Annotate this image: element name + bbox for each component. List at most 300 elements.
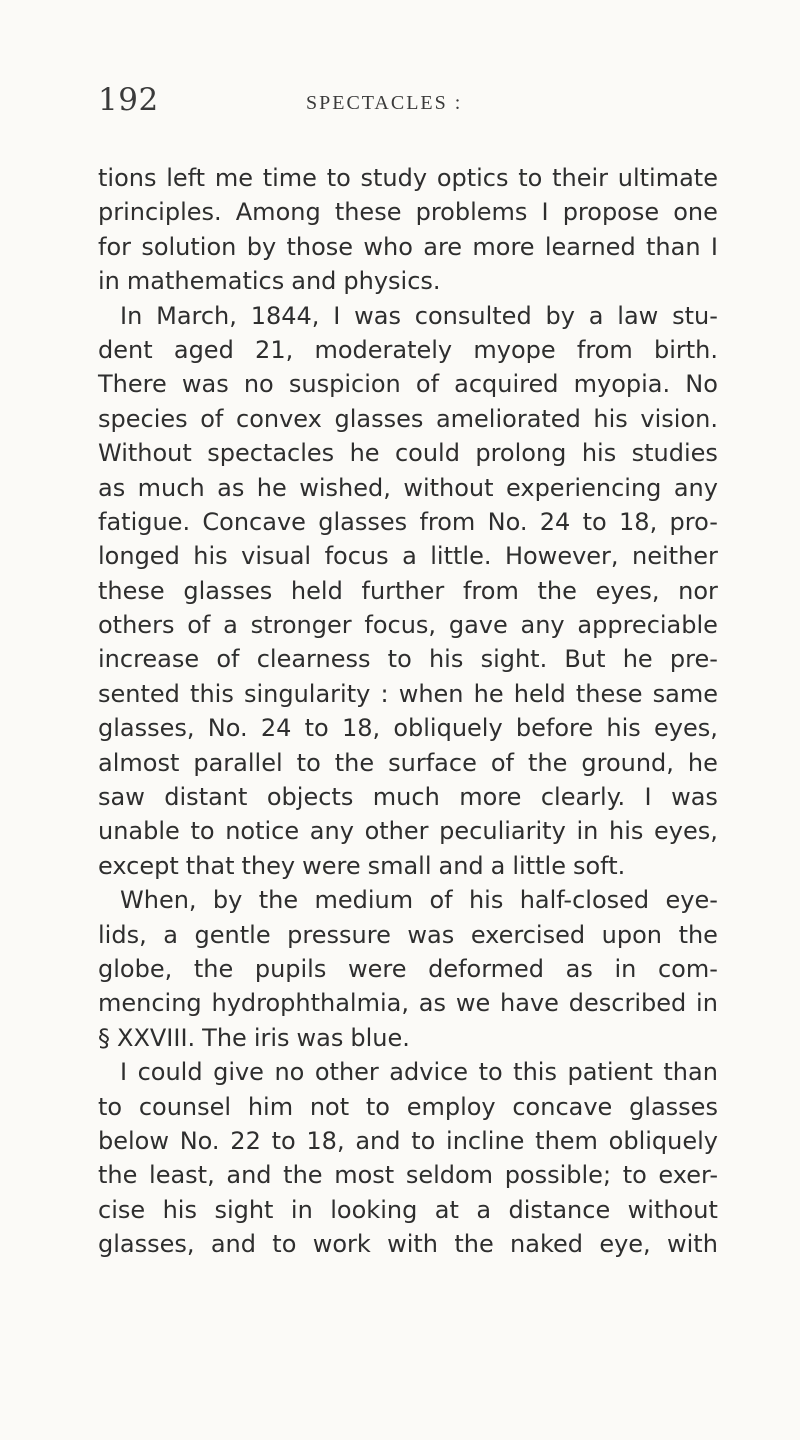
word: that bbox=[185, 851, 235, 880]
word: the bbox=[283, 1161, 323, 1190]
word: than bbox=[646, 232, 701, 261]
word: his bbox=[581, 439, 617, 468]
word: from bbox=[462, 576, 519, 605]
word: almost bbox=[98, 748, 180, 777]
word: at bbox=[434, 1195, 459, 1224]
text-line bbox=[98, 1227, 718, 1261]
word: from bbox=[576, 335, 633, 364]
word: to bbox=[326, 164, 351, 192]
text-line bbox=[98, 1090, 718, 1124]
word: glasses bbox=[629, 1092, 718, 1121]
word: Concave bbox=[202, 507, 306, 536]
word: § bbox=[98, 1023, 110, 1052]
word: blue. bbox=[350, 1023, 410, 1052]
word: same bbox=[652, 679, 718, 708]
word: the bbox=[334, 748, 375, 777]
word: soft. bbox=[572, 851, 626, 880]
word: wished, bbox=[299, 473, 391, 502]
word: no bbox=[243, 370, 274, 399]
word: exer- bbox=[658, 1161, 718, 1190]
word: in bbox=[696, 989, 718, 1018]
word: aged bbox=[173, 335, 234, 364]
word: suspicion bbox=[288, 370, 401, 399]
word: No. bbox=[179, 1126, 220, 1155]
word: There bbox=[98, 370, 167, 399]
word: glasses, bbox=[98, 1230, 195, 1259]
word: to bbox=[190, 817, 215, 846]
word: without bbox=[627, 1195, 718, 1224]
word: in bbox=[576, 817, 599, 846]
word: ultimate bbox=[617, 164, 718, 192]
word: stronger bbox=[250, 611, 352, 640]
word: was bbox=[296, 1023, 344, 1052]
text-line bbox=[98, 1158, 718, 1192]
word: possible; bbox=[504, 1161, 612, 1190]
word: acquired bbox=[454, 370, 559, 399]
word: for bbox=[98, 232, 131, 261]
text-line bbox=[98, 574, 718, 608]
word: obliquely bbox=[608, 1126, 718, 1155]
word: and bbox=[226, 1161, 272, 1190]
word: No bbox=[685, 370, 718, 399]
word: 18, bbox=[619, 507, 658, 536]
word: these bbox=[575, 679, 643, 708]
text-line bbox=[98, 677, 718, 711]
text-line bbox=[98, 608, 718, 642]
word: gave bbox=[448, 611, 508, 640]
word: without bbox=[403, 473, 494, 502]
word: most bbox=[334, 1161, 395, 1190]
word: medium bbox=[314, 886, 414, 915]
word: not bbox=[309, 1092, 350, 1121]
word: were bbox=[302, 851, 361, 880]
text-line bbox=[98, 367, 718, 401]
word: eye, bbox=[599, 1230, 651, 1259]
word: much bbox=[372, 783, 440, 812]
text-line bbox=[98, 539, 718, 573]
word: seldom bbox=[405, 1161, 494, 1190]
word: to bbox=[365, 1092, 390, 1121]
word: work bbox=[312, 1230, 371, 1259]
text-line bbox=[98, 952, 718, 986]
text-line bbox=[98, 1193, 718, 1227]
text-line bbox=[98, 780, 718, 814]
text-line bbox=[98, 1055, 718, 1089]
word: described bbox=[568, 989, 687, 1018]
word: their bbox=[552, 164, 608, 192]
word: pressure bbox=[287, 920, 391, 949]
word: to bbox=[478, 1058, 503, 1087]
word: upon bbox=[601, 920, 662, 949]
word: pro- bbox=[669, 507, 718, 536]
word: the bbox=[454, 1230, 494, 1259]
word: by bbox=[545, 301, 575, 330]
word: other bbox=[314, 1058, 379, 1087]
word: birth. bbox=[653, 335, 718, 364]
word: in bbox=[290, 1195, 313, 1224]
word: could bbox=[394, 439, 460, 468]
word: No. bbox=[207, 714, 248, 743]
word: his bbox=[593, 404, 628, 433]
text-line bbox=[98, 195, 718, 229]
word: those bbox=[286, 232, 354, 261]
word: the bbox=[98, 1161, 138, 1190]
word: looking bbox=[330, 1195, 418, 1224]
word: this bbox=[513, 1058, 557, 1087]
text-line bbox=[98, 1021, 718, 1055]
word: When, bbox=[120, 886, 197, 915]
text-line bbox=[98, 471, 718, 505]
word: vision. bbox=[640, 404, 718, 433]
word: before bbox=[515, 714, 594, 743]
word: spectacles bbox=[207, 439, 335, 468]
word: any bbox=[673, 473, 718, 502]
text-line bbox=[98, 333, 718, 367]
word: below bbox=[98, 1126, 169, 1155]
word: and bbox=[355, 1126, 401, 1155]
word: of bbox=[187, 611, 211, 640]
word: experiencing bbox=[506, 473, 662, 502]
word: surface bbox=[388, 748, 477, 777]
word: increase bbox=[98, 645, 200, 674]
word: exercised bbox=[470, 920, 586, 949]
word: as bbox=[418, 989, 447, 1018]
page-number: 192 bbox=[98, 82, 159, 118]
word: glasses, bbox=[98, 714, 195, 743]
word: 24 bbox=[260, 714, 292, 743]
word: and bbox=[438, 851, 484, 880]
text-line bbox=[98, 1124, 718, 1158]
word: naked bbox=[510, 1230, 583, 1259]
word: notice bbox=[225, 817, 300, 846]
word: his bbox=[162, 1195, 197, 1224]
word: of bbox=[490, 748, 514, 777]
word: glasses bbox=[183, 576, 273, 605]
word: eyes, bbox=[654, 714, 718, 743]
word: Among bbox=[235, 198, 321, 227]
word: globe, bbox=[98, 954, 173, 983]
running-head: SPECTACLES : bbox=[306, 92, 463, 114]
word: other bbox=[364, 817, 429, 846]
word: No. bbox=[487, 507, 528, 536]
word: little. bbox=[430, 542, 492, 571]
text-line bbox=[98, 161, 718, 195]
word: eyes, bbox=[654, 817, 718, 846]
word: to bbox=[271, 1126, 296, 1155]
word: saw bbox=[98, 783, 145, 812]
word: sight bbox=[214, 1195, 274, 1224]
word: nor bbox=[678, 576, 718, 605]
word: focus bbox=[324, 542, 389, 571]
text-line bbox=[98, 918, 718, 952]
word: a bbox=[223, 611, 238, 640]
word: have bbox=[500, 989, 559, 1018]
word: deformed bbox=[428, 954, 545, 983]
word: myopia. bbox=[573, 370, 671, 399]
word: ameliorated bbox=[435, 404, 581, 433]
word: mencing bbox=[98, 989, 202, 1018]
word: he bbox=[687, 748, 718, 777]
word: a bbox=[402, 542, 417, 571]
word: these bbox=[334, 198, 402, 227]
word: physics. bbox=[343, 267, 441, 296]
word: myope bbox=[473, 335, 556, 364]
word: the bbox=[193, 954, 234, 983]
word: study bbox=[360, 164, 428, 192]
text-line bbox=[98, 642, 718, 676]
word: them bbox=[535, 1126, 598, 1155]
word: incline bbox=[446, 1126, 525, 1155]
word: studies bbox=[631, 439, 718, 468]
word: as bbox=[565, 954, 593, 983]
text-line bbox=[98, 986, 718, 1020]
word: parallel bbox=[193, 748, 283, 777]
word: was bbox=[354, 301, 401, 330]
word: 24 bbox=[539, 507, 571, 536]
word: I bbox=[644, 783, 652, 812]
word: a bbox=[588, 301, 604, 330]
word: distant bbox=[164, 783, 248, 812]
word: as bbox=[217, 473, 245, 502]
word: and bbox=[291, 267, 337, 296]
word: : bbox=[380, 679, 389, 708]
word: 18, bbox=[306, 1126, 345, 1155]
word: were bbox=[347, 954, 407, 983]
word: in bbox=[98, 267, 120, 296]
word: to bbox=[582, 507, 607, 536]
word: him bbox=[247, 1092, 294, 1121]
word: a bbox=[163, 920, 178, 949]
word: objects bbox=[266, 783, 354, 812]
word: I bbox=[710, 232, 718, 261]
word: time bbox=[262, 164, 317, 192]
word: much bbox=[137, 473, 205, 502]
word: neither bbox=[632, 542, 718, 571]
text-line bbox=[98, 814, 718, 848]
word: species bbox=[98, 404, 188, 433]
word: with bbox=[667, 1230, 718, 1259]
word: held bbox=[513, 679, 566, 708]
word: tions bbox=[98, 164, 157, 192]
word: of bbox=[200, 404, 224, 433]
word: peculiarity bbox=[439, 817, 566, 846]
word: advice bbox=[389, 1058, 469, 1087]
word: XXVIII. bbox=[117, 1023, 196, 1052]
word: he bbox=[256, 473, 287, 502]
word: dent bbox=[98, 335, 153, 364]
text-line bbox=[98, 264, 718, 298]
word: me bbox=[214, 164, 253, 192]
text-line bbox=[98, 505, 718, 539]
word: solution bbox=[141, 232, 237, 261]
word: his bbox=[608, 817, 644, 846]
word: from bbox=[419, 507, 476, 536]
word: pre- bbox=[669, 645, 718, 674]
word: they bbox=[241, 851, 296, 880]
word: glasses bbox=[318, 507, 408, 536]
word: left bbox=[166, 164, 206, 192]
word: by bbox=[246, 232, 277, 261]
word: ground, bbox=[581, 748, 674, 777]
word: one bbox=[673, 198, 718, 227]
word: lids, bbox=[98, 920, 147, 949]
word: who bbox=[363, 232, 413, 261]
word: these bbox=[98, 576, 165, 605]
word: more bbox=[472, 232, 535, 261]
word: the bbox=[537, 576, 577, 605]
word: more bbox=[459, 783, 522, 812]
word: 1844, bbox=[250, 301, 320, 330]
word: his bbox=[428, 645, 464, 674]
word: to bbox=[622, 1161, 647, 1190]
word: he bbox=[473, 679, 504, 708]
word: to bbox=[304, 714, 329, 743]
word: to bbox=[272, 1230, 297, 1259]
word: sented bbox=[98, 679, 180, 708]
word: was bbox=[181, 370, 229, 399]
word: than bbox=[663, 1058, 718, 1087]
word: we bbox=[455, 989, 491, 1018]
word: appreciable bbox=[577, 611, 718, 640]
word: prolong bbox=[475, 439, 567, 468]
word: his bbox=[193, 542, 228, 571]
word: to bbox=[518, 164, 543, 192]
word: hydrophthalmia, bbox=[211, 989, 409, 1018]
word: of bbox=[216, 645, 240, 674]
word: as bbox=[98, 473, 126, 502]
word: I bbox=[120, 1058, 128, 1087]
word: obliquely bbox=[393, 714, 503, 743]
word: except bbox=[98, 851, 179, 880]
word: longed bbox=[98, 542, 180, 571]
word: and bbox=[210, 1230, 256, 1259]
text-line bbox=[98, 746, 718, 780]
word: little bbox=[512, 851, 566, 880]
word: 21, bbox=[255, 335, 294, 364]
text-line bbox=[98, 883, 718, 917]
word: convex bbox=[236, 404, 322, 433]
word: to bbox=[296, 748, 321, 777]
word: Without bbox=[98, 439, 192, 468]
word: he bbox=[622, 645, 653, 674]
word: cise bbox=[98, 1195, 146, 1224]
word: March, bbox=[156, 301, 237, 330]
word: visual bbox=[241, 542, 312, 571]
word: further bbox=[361, 576, 445, 605]
word: consulted bbox=[414, 301, 532, 330]
word: others bbox=[98, 611, 175, 640]
word: com- bbox=[657, 954, 718, 983]
word: patient bbox=[567, 1058, 653, 1087]
word: pupils bbox=[254, 954, 327, 983]
word: by bbox=[212, 886, 243, 915]
word: singularity bbox=[243, 679, 371, 708]
word: of bbox=[415, 370, 440, 399]
word: in bbox=[614, 954, 637, 983]
word: clearly. bbox=[540, 783, 626, 812]
word: the bbox=[527, 748, 568, 777]
word: eye- bbox=[665, 886, 718, 915]
word: law bbox=[617, 301, 659, 330]
word: of bbox=[429, 886, 453, 915]
word: I bbox=[333, 301, 341, 330]
word: concave bbox=[512, 1092, 613, 1121]
word: any bbox=[309, 817, 354, 846]
word: focus, bbox=[364, 611, 437, 640]
word: In bbox=[120, 301, 143, 330]
word: stu- bbox=[672, 301, 718, 330]
word: sight. bbox=[480, 645, 548, 674]
text-line bbox=[98, 299, 718, 333]
word: least, bbox=[149, 1161, 215, 1190]
word: the bbox=[678, 920, 718, 949]
word: The bbox=[202, 1023, 247, 1052]
body-text bbox=[98, 161, 718, 1262]
text-line bbox=[98, 849, 718, 883]
word: clearness bbox=[256, 645, 371, 674]
word: a bbox=[490, 851, 506, 880]
text-line bbox=[98, 230, 718, 264]
word: iris bbox=[253, 1023, 290, 1052]
word: to bbox=[411, 1126, 436, 1155]
word: he bbox=[349, 439, 380, 468]
word: 22 bbox=[230, 1126, 261, 1155]
word: to bbox=[387, 645, 412, 674]
word: are bbox=[423, 232, 463, 261]
word: unable bbox=[98, 817, 180, 846]
word: glasses bbox=[334, 404, 424, 433]
word: But bbox=[564, 645, 606, 674]
word: employ bbox=[406, 1092, 496, 1121]
word: to bbox=[98, 1092, 123, 1121]
text-line bbox=[98, 711, 718, 745]
word: held bbox=[290, 576, 343, 605]
word: optics bbox=[436, 164, 509, 192]
word: I bbox=[541, 198, 549, 227]
word: eyes, bbox=[595, 576, 660, 605]
word: small bbox=[367, 851, 432, 880]
word: However, bbox=[504, 542, 619, 571]
word: propose bbox=[562, 198, 660, 227]
word: give bbox=[213, 1058, 264, 1087]
word: this bbox=[190, 679, 234, 708]
text-line bbox=[98, 436, 718, 470]
word: distance bbox=[508, 1195, 611, 1224]
word: a bbox=[476, 1195, 492, 1224]
word: when bbox=[398, 679, 464, 708]
word: principles. bbox=[98, 198, 222, 227]
word: moderately bbox=[314, 335, 453, 364]
word: his bbox=[468, 886, 504, 915]
word: 18, bbox=[341, 714, 381, 743]
word: with bbox=[387, 1230, 439, 1259]
word: fatigue. bbox=[98, 507, 191, 536]
word: any bbox=[520, 611, 565, 640]
text-line bbox=[98, 402, 718, 436]
word: no bbox=[274, 1058, 305, 1087]
word: his bbox=[606, 714, 641, 743]
word: half-closed bbox=[519, 886, 650, 915]
word: problems bbox=[415, 198, 528, 227]
word: was bbox=[407, 920, 455, 949]
word: mathematics bbox=[126, 267, 285, 296]
word: counsel bbox=[138, 1092, 232, 1121]
word: the bbox=[258, 886, 299, 915]
word: could bbox=[137, 1058, 203, 1087]
word: was bbox=[671, 783, 718, 812]
word: gentle bbox=[194, 920, 271, 949]
word: learned bbox=[544, 232, 636, 261]
